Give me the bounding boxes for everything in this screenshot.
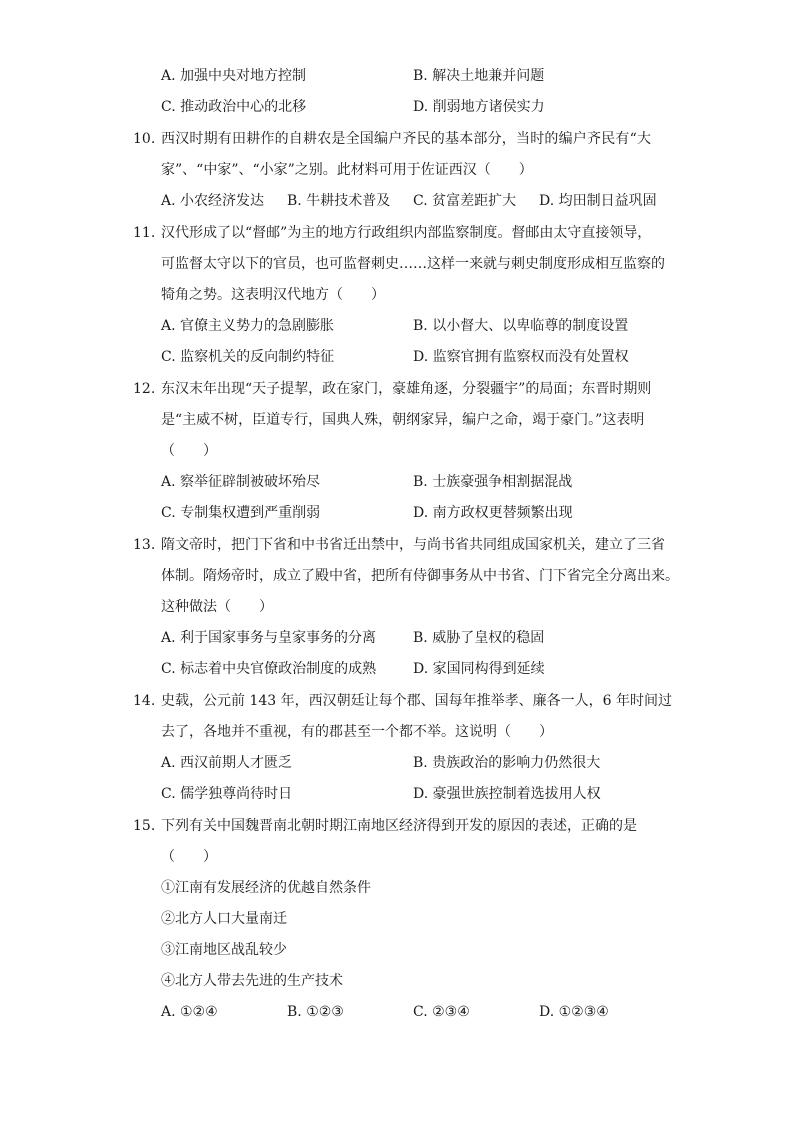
q13-option-b: B. 威胁了皇权的稳固 [413,630,545,646]
q14-option-b: B. 贵族政治的影响力仍然很大 [413,755,601,771]
q9-option-b: B. 解决土地兼并问题 [413,68,545,84]
q9-option-d: D. 削弱地方诸侯实力 [413,99,545,115]
q14-option-d: D. 豪强世族控制着选拔用人权 [413,786,601,802]
q12-option-a: A. 察举征辟制被破坏殆尽 [161,474,321,490]
q11-option-c: C. 监察机关的反向制约特征 [161,349,335,365]
q15-option-b: B. ①②③ [287,1004,344,1020]
q11-option-b: B. 以小督大、以卑临尊的制度设置 [413,318,629,334]
q13-option-a: A. 利于国家事务与皇家事务的分离 [161,630,377,646]
q10-option-b: B. 牛耕技术普及 [287,193,391,209]
q10-option-a: A. 小农经济发达 [161,193,265,209]
q13-stem-line-2: 体制。隋炀帝时，成立了殿中省，把所有侍御事务从中书省、门下省完全分离出来。 [161,568,679,584]
q10-option-d: D. 均田制日益巩固 [539,193,657,209]
q12-option-c: C. 专制集权遭到严重削弱 [161,505,321,521]
q12-option-b: B. 士族豪强争相割据混战 [413,474,573,490]
q11-option-a: A. 官僚主义势力的急剧膨胀 [161,318,335,334]
q13-stem-line-3: 这种做法（ ） [161,599,273,615]
q14-option-a: A. 西汉前期人才匮乏 [161,755,293,771]
q12-stem-line-1: 东汉末年出现“天子提挈，政在家门，豪雄角逐，分裂疆宇”的局面；东晋时期则 [161,381,652,397]
q10-option-c: C. 贫富差距扩大 [413,193,517,209]
q13-option-c: C. 标志着中央官僚政治制度的成熟 [161,661,377,677]
q11-number: 11. [133,225,156,241]
q12-number: 12. [133,381,156,397]
q14-number: 14. [133,693,156,709]
q9-option-a: A. 加强中央对地方控制 [161,68,307,84]
q13-stem-line-1: 隋文帝时，把门下省和中书省迁出禁中，与尚书省共同组成国家机关，建立了三省 [161,537,665,553]
q13-number: 13. [133,537,156,553]
q15-stem-line-1: 下列有关中国魏晋南北朝时期江南地区经济得到开发的原因的表述，正确的是 [161,818,637,834]
q15-stem-line-2: （ ） [161,849,217,865]
q15-option-d: D. ①②③④ [539,1004,609,1020]
q11-option-d: D. 监察官拥有监察权而没有处置权 [413,349,629,365]
q12-option-d: D. 南方政权更替频繁出现 [413,505,573,521]
q15-item-3: ③江南地区战乱较少 [161,942,287,958]
q14-stem-line-2: 去了，各地并不重视，有的郡甚至一个都不举。这说明（ ） [161,724,553,740]
q15-number: 15. [133,818,156,834]
q15-item-2: ②北方人口大量南迁 [161,911,287,927]
q15-item-4: ④北方人带去先进的生产技术 [161,973,343,989]
q12-stem-line-2: 是“主威不树，臣道专行，国典人殊，朝纲家异，编户之命，竭于豪门。”这表明 [161,412,645,428]
q14-option-c: C. 儒学独尊尚待时日 [161,786,293,802]
q15-item-1: ①江南有发展经济的优越自然条件 [161,880,371,896]
q10-stem-line-1: 西汉时期有田耕作的自耕农是全国编户齐民的基本部分，当时的编户齐民有“大 [161,131,652,147]
q9-option-c: C. 推动政治中心的北移 [161,99,307,115]
q11-stem-line-1: 汉代形成了以“督邮”为主的地方行政组织内部监察制度。督邮由太守直接领导， [161,225,652,241]
q15-option-c: C. ②③④ [413,1004,470,1020]
q11-stem-line-2: 可监督太守以下的官员，也可监督刺史……这样一来就与刺史制度形成相互监察的 [161,256,665,272]
q15-option-a: A. ①②④ [161,1004,218,1020]
q10-stem-line-2: 家”、“中家”、“小家”之别。此材料可用于佐证西汉（ ） [161,162,533,178]
q12-stem-line-3: （ ） [161,443,217,459]
q13-option-d: D. 家国同构得到延续 [413,661,545,677]
q11-stem-line-3: 犄角之势。这表明汉代地方（ ） [161,287,385,303]
q14-stem-line-1: 史载，公元前 143 年，西汉朝廷让每个郡、国每年推举孝、廉各一人，6 年时间过 [161,693,672,709]
q10-number: 10. [133,131,156,147]
